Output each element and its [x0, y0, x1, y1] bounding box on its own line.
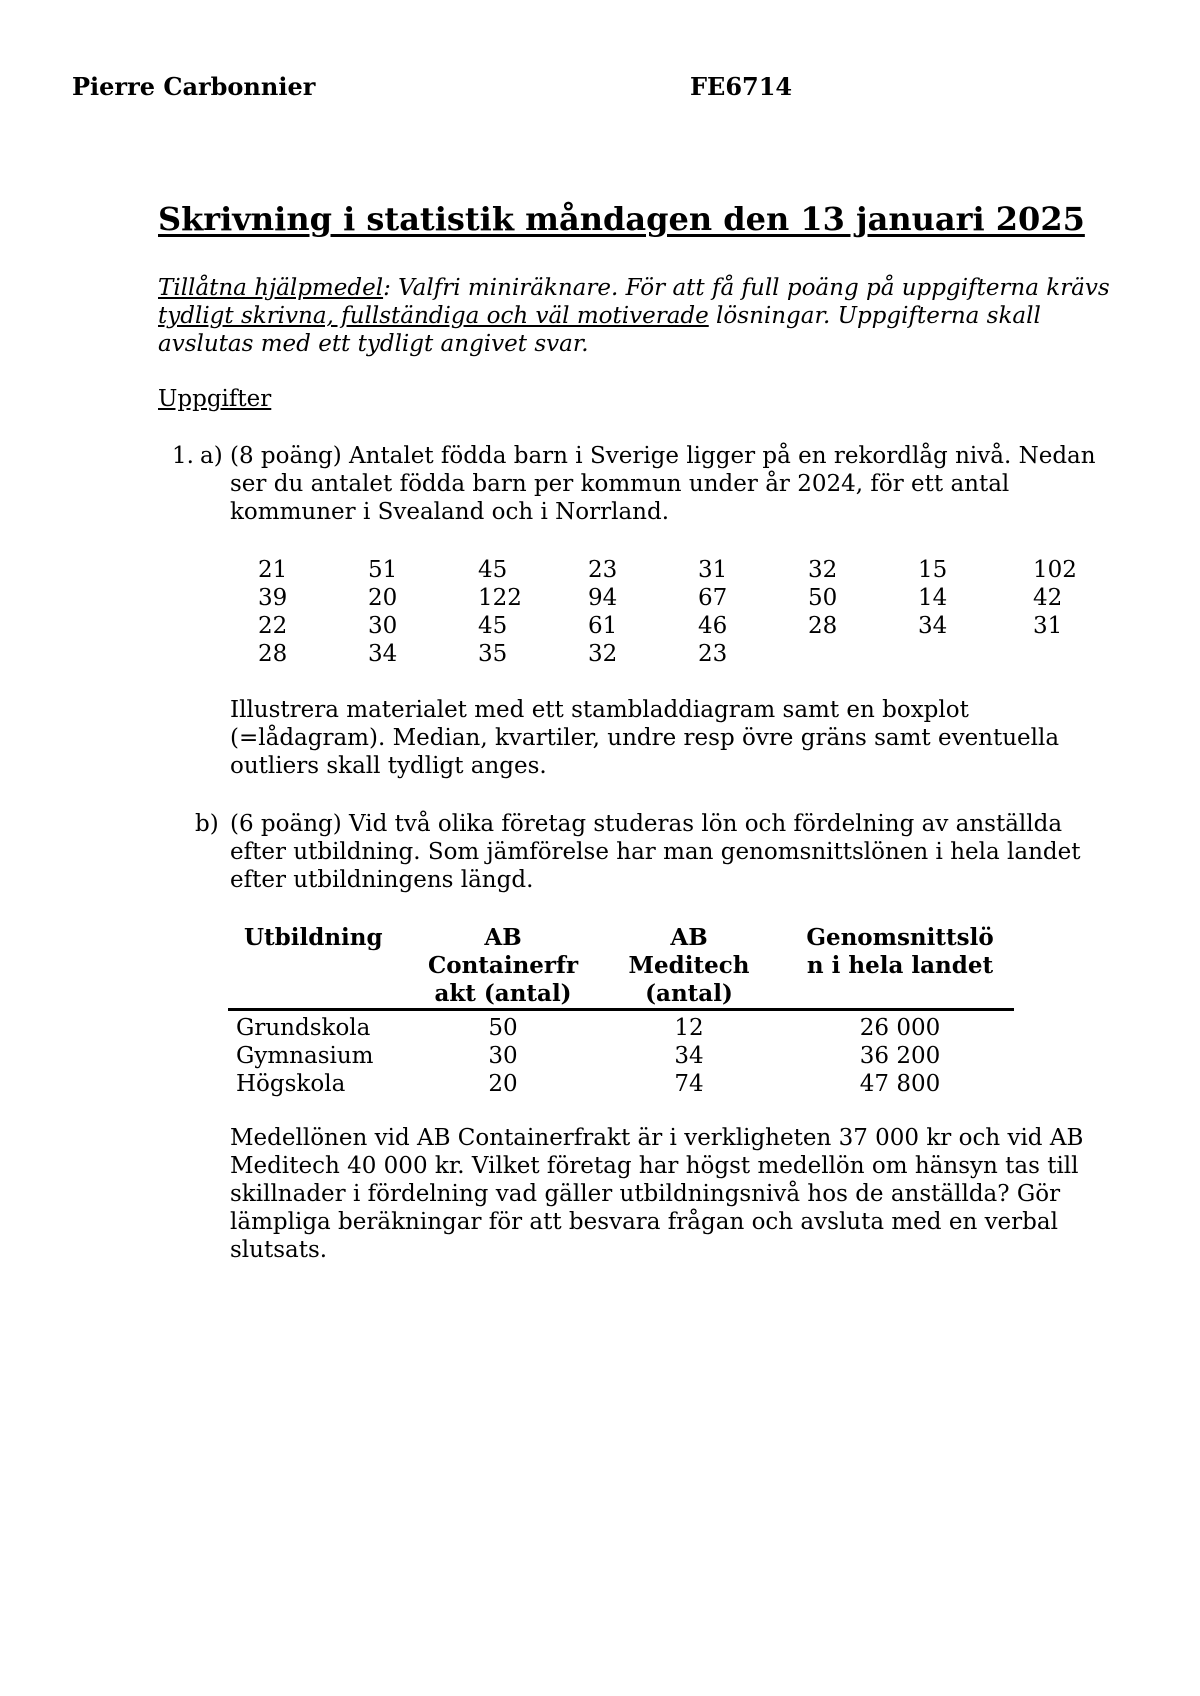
header-line: Meditech	[628, 952, 750, 979]
header-line: AB	[670, 924, 708, 951]
header-line: Containerfr	[427, 952, 579, 979]
header-line: AB	[484, 924, 522, 951]
intro-label: Tillåtna hjälpmedel	[158, 275, 384, 301]
table-cell: 12	[674, 1015, 704, 1041]
data-value: 31	[698, 557, 728, 583]
table-cell: 47 800	[859, 1071, 941, 1097]
intro-emphasis: tydligt skrivna, fullständiga och väl motiverade	[158, 303, 709, 329]
data-value: 51	[368, 557, 398, 583]
data-value: 20	[368, 585, 398, 611]
data-value: 34	[918, 613, 948, 639]
task-1b-label: b)	[195, 811, 219, 837]
section-heading: Uppgifter	[158, 386, 272, 412]
table-cell: 50	[488, 1015, 518, 1041]
intro-text-2: lösningar. Uppgifterna skall avslutas med ett tydligt angivet svar.	[158, 303, 1041, 357]
table-cell: Grundskola	[236, 1015, 371, 1041]
table-cell: 34	[674, 1043, 704, 1069]
data-value: 35	[478, 641, 508, 667]
data-value: 32	[588, 641, 618, 667]
intro-text-1: : Valfri miniräknare. För att få full poäng på uppgifterna krävs	[383, 275, 1110, 301]
data-value: 28	[808, 613, 838, 639]
table-cell: 30	[488, 1043, 518, 1069]
task-1a-text: (8 poäng) Antalet födda barn i Sverige ligger på en rekordlåg nivå. Nedan ser du antalet födda barn per kommun under år 2024, för ett antal kommuner i Svealand och i Norrland.	[230, 443, 1096, 525]
table-header	[244, 924, 404, 952]
task-1a-label: a)	[200, 443, 223, 469]
data-value: 102	[1033, 557, 1077, 583]
header-line: n i hela landet	[806, 952, 994, 979]
table-cell: 26 000	[859, 1015, 941, 1041]
table-cell: Gymnasium	[236, 1043, 374, 1069]
data-value: 30	[368, 613, 398, 639]
header-line: akt (antal)	[434, 980, 572, 1007]
table-header	[790, 924, 1010, 980]
table-cell: 74	[674, 1071, 704, 1097]
table-divider	[228, 1008, 1014, 1011]
data-value: 122	[478, 585, 522, 611]
data-value: 61	[588, 613, 618, 639]
header-line: Genomsnittslö	[806, 924, 994, 951]
data-value: 34	[368, 641, 398, 667]
data-value: 67	[698, 585, 728, 611]
task-1b-text: (6 poäng) Vid två olika företag studeras lön och fördelning av anställda efter utbildning. Som jämförelse har man genomsnittslönen i hela landet efter utbildningens längd.	[230, 811, 1081, 893]
table-cell: Högskola	[236, 1071, 346, 1097]
data-value: 94	[588, 585, 618, 611]
data-value: 50	[808, 585, 838, 611]
data-value: 14	[918, 585, 948, 611]
data-value: 28	[258, 641, 288, 667]
data-value: 22	[258, 613, 288, 639]
data-value: 42	[1033, 585, 1063, 611]
table-header	[418, 924, 588, 1008]
task-number: 1.	[172, 443, 194, 469]
table-cell: 36 200	[859, 1043, 941, 1069]
course-code: FE6714	[690, 72, 793, 101]
author-name: Pierre Carbonnier	[72, 72, 316, 101]
data-value: 45	[478, 557, 508, 583]
header-line: Utbildning	[244, 924, 383, 951]
data-value: 21	[258, 557, 288, 583]
table-header	[614, 924, 764, 1008]
data-value: 15	[918, 557, 948, 583]
table-cell: 20	[488, 1071, 518, 1097]
data-value: 32	[808, 557, 838, 583]
page-title: Skrivning i statistik måndagen den 13 januari 2025	[158, 200, 1085, 238]
data-value: 23	[588, 557, 618, 583]
data-value: 45	[478, 613, 508, 639]
header-line: (antal)	[645, 980, 733, 1007]
data-value: 39	[258, 585, 288, 611]
data-value: 31	[1033, 613, 1063, 639]
intro-paragraph	[158, 274, 1118, 358]
data-value: 46	[698, 613, 728, 639]
task-1b-question: Medellönen vid AB Containerfrakt är i verkligheten 37 000 kr och vid AB Meditech 40 000 kr. Vilket företag har högst medellön om hänsyn tas till skillnader i fördelning vad gäller utbildningsnivå hos de anställda? Gör lämpliga beräkningar för att besvara frågan och avsluta med en verbal slutsats.	[230, 1125, 1084, 1263]
task-1a-instruction: Illustrera materialet med ett stambladdiagram samt en boxplot (=lådagram). Median, kvartiler, undre resp övre gräns samt eventuella outliers skall tydligt anges.	[230, 697, 1060, 779]
data-value: 23	[698, 641, 728, 667]
